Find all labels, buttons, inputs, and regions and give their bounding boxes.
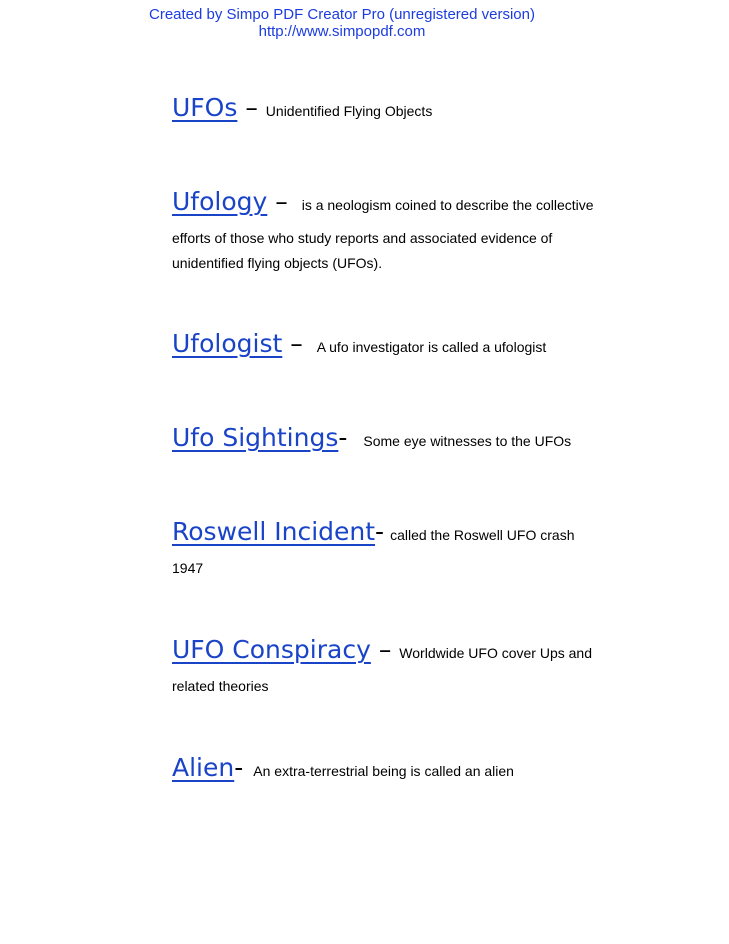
term-link[interactable]: UFO Conspiracy — [172, 635, 371, 664]
term-definition: Worldwide UFO cover Ups and — [399, 645, 592, 661]
glossary-entry-ufos — [172, 90, 642, 130]
term-separator: - — [375, 517, 385, 546]
glossary-entry-ufologist — [172, 326, 642, 366]
glossary-entry-ufo-sightings — [172, 420, 642, 460]
term-separator: – — [370, 635, 400, 664]
term-separator: - — [234, 753, 244, 782]
watermark — [124, 6, 560, 40]
term-separator: – — [282, 329, 311, 358]
definition-continuation — [172, 556, 642, 581]
term-definition: An extra-terrestrial being is called an alien — [253, 763, 514, 779]
term-link[interactable]: Ufologist — [172, 329, 283, 358]
term-separator: – — [267, 187, 296, 216]
term-link[interactable]: Alien — [172, 753, 235, 782]
watermark-line-1: Created by Simpo PDF Creator Pro (unregistered version) — [149, 6, 535, 23]
glossary-entry-ufology — [172, 184, 642, 276]
term-separator: – — [237, 93, 266, 122]
term-definition: Some eye witnesses to the UFOs — [363, 433, 572, 449]
definition-line: unidentified flying objects (UFOs). — [172, 255, 383, 271]
term-link[interactable]: Ufo Sightings — [172, 423, 339, 452]
watermark-url[interactable]: http://www.simpopdf.com — [258, 23, 426, 40]
term-definition: A ufo investigator is called a ufologist — [316, 339, 547, 355]
glossary-entry-alien — [172, 750, 642, 790]
glossary-entry-roswell-incident — [172, 514, 642, 581]
term-link[interactable]: Ufology — [172, 187, 268, 216]
definition-continuation — [172, 226, 642, 276]
term-link[interactable]: UFOs — [172, 93, 238, 122]
term-definition: called the Roswell UFO crash — [390, 527, 575, 543]
term-definition: is a neologism coined to describe the collective — [301, 197, 594, 213]
term-link[interactable]: Roswell Incident — [172, 517, 376, 546]
definition-line: 1947 — [172, 560, 204, 576]
term-separator: - — [338, 423, 348, 452]
definition-line: related theories — [172, 678, 269, 694]
glossary-entry-ufo-conspiracy — [172, 632, 642, 699]
definition-continuation — [172, 674, 642, 699]
term-definition: Unidentified Flying Objects — [265, 103, 433, 119]
definition-line: efforts of those who study reports and associated evidence of — [172, 230, 553, 246]
